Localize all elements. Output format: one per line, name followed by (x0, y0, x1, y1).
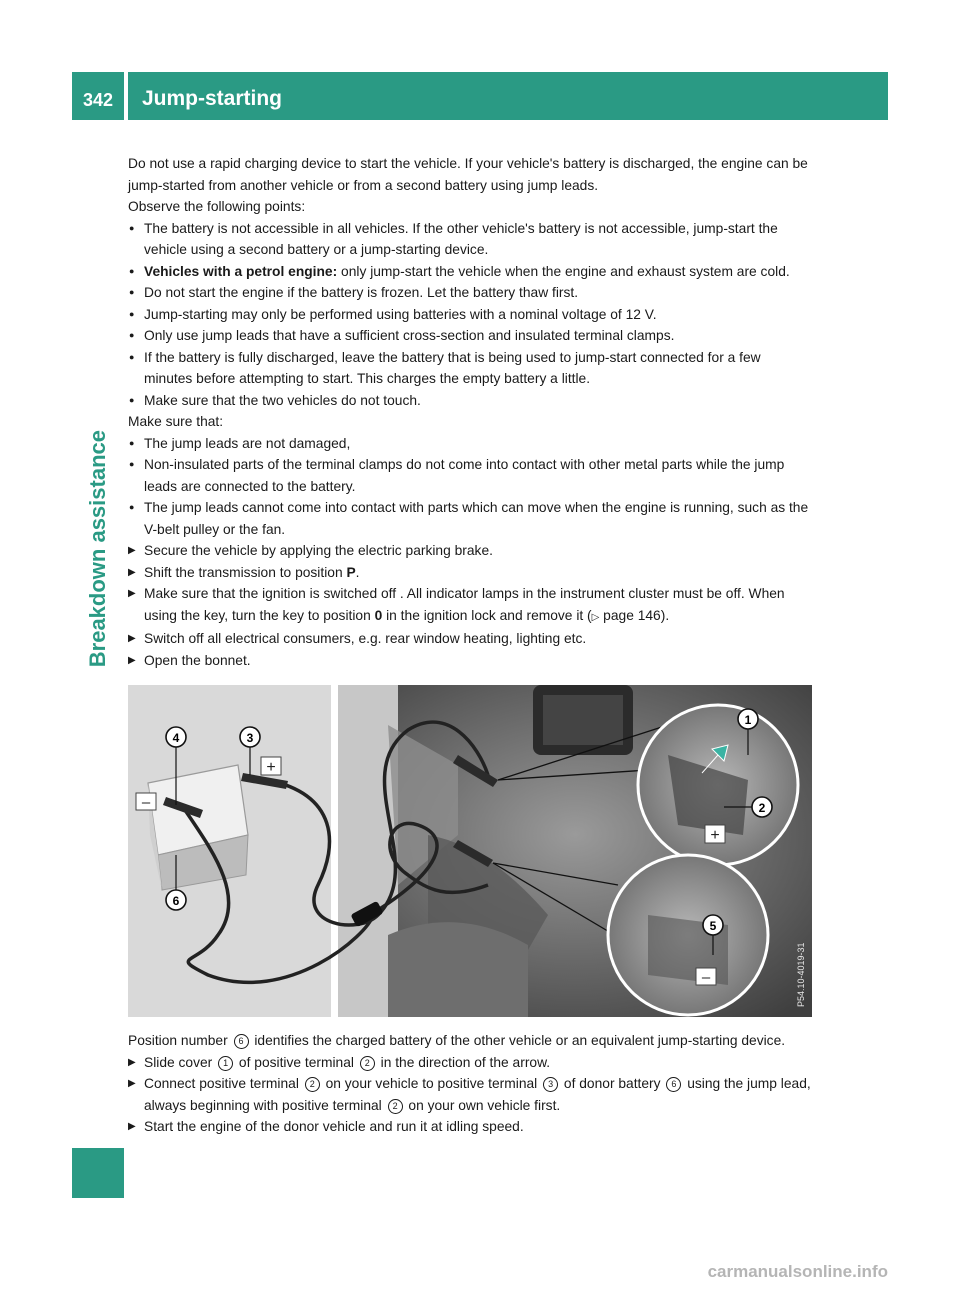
callout-ref: 6 (234, 1034, 249, 1049)
svg-text:4: 4 (172, 731, 180, 745)
list-item: ● Vehicles with a petrol engine: only jump-start the vehicle when the engine and exhaust system are cold. (128, 261, 812, 283)
intro-paragraph: Do not use a rapid charging device to start the vehicle. If your vehicle's battery is discharged, the engine can be jump-started from another vehicle or from a second battery using jump leads. (128, 156, 808, 193)
make-sure-heading: Make sure that: (128, 414, 224, 429)
svg-text:5: 5 (709, 919, 717, 933)
make-sure-list (128, 433, 812, 541)
callout-ref: 2 (305, 1077, 320, 1092)
page-number: 342 (72, 72, 124, 120)
sidebar-label: Breakdown assistance (85, 430, 110, 668)
page-header (72, 72, 888, 120)
sidebar-tab (72, 130, 124, 1174)
step-item: ▶ Slide cover 1 of positive terminal 2 in the direction of the arrow. (128, 1052, 812, 1074)
list-item: ● The battery is not accessible in all vehicles. If the other vehicle's battery is not accessible, jump-start the vehicle using a second battery or a jump-starting device. (128, 218, 812, 261)
list-item: ● Non-insulated parts of the terminal clamps do not come into contact with other metal parts while the jump leads are connected to the battery. (128, 454, 812, 497)
callout-ref: 3 (543, 1077, 558, 1092)
svg-text:–: – (701, 969, 711, 986)
list-item: ● Jump-starting may only be performed using batteries with a nominal voltage of 12 V. (128, 304, 812, 326)
figure-code: P54.10-4019-31 (796, 942, 806, 1007)
svg-text:6: 6 (172, 894, 180, 908)
step-item: ▶ Shift the transmission to position P. (128, 562, 812, 584)
list-item: ● Do not start the engine if the battery is frozen. Let the battery thaw first. (128, 282, 812, 304)
svg-text:+: + (710, 827, 720, 844)
page-content (128, 153, 812, 1138)
steps-list (128, 540, 812, 671)
step-item: ▶ Make sure that the ignition is switched off . All indicator lamps in the instrument cluster must be off. When using the key, turn the key to position 0 in the ignition lock and remove it (▷ page 146). (128, 583, 812, 628)
page-ref-arrow-icon: ▷ (591, 611, 600, 623)
figure-caption-paragraph: Position number 6 identifies the charged battery of the other vehicle or an equivalent jump-starting device. (128, 1033, 786, 1048)
svg-text:2: 2 (758, 801, 766, 815)
step-item: ▶ Switch off all electrical consumers, e.g. rear window heating, lighting etc. (128, 628, 812, 650)
callout-ref: 2 (360, 1056, 375, 1071)
site-watermark: carmanualsonline.info (707, 1262, 888, 1281)
step-item: ▶ Open the bonnet. (128, 650, 812, 672)
svg-text:+: + (266, 759, 276, 776)
svg-text:1: 1 (744, 713, 752, 727)
svg-text:3: 3 (246, 731, 254, 745)
step-item: ▶ Secure the vehicle by applying the electric parking brake. (128, 540, 812, 562)
list-item: ● If the battery is fully discharged, leave the battery that is being used to jump-start connected for a few minutes before attempting to start. This charges the empty battery a little. (128, 347, 812, 390)
sidebar-marker-block (72, 1148, 124, 1198)
callout-ref: 6 (666, 1077, 681, 1092)
jump-start-figure (128, 685, 812, 1017)
section-title: Jump-starting (128, 72, 888, 120)
steps-list-2 (128, 1052, 812, 1138)
callout-ref: 1 (218, 1056, 233, 1071)
list-item: ● Make sure that the two vehicles do not touch. (128, 390, 812, 412)
list-item: ● The jump leads are not damaged, (128, 433, 812, 455)
intro-observe: Observe the following points: (128, 199, 306, 214)
callout-ref: 2 (388, 1099, 403, 1114)
svg-text:–: – (141, 794, 151, 811)
list-item: ● Only use jump leads that have a sufficient cross-section and insulated terminal clamps. (128, 325, 812, 347)
points-list (128, 218, 812, 412)
jump-start-illustration (128, 685, 812, 1017)
list-item: ● The jump leads cannot come into contact with parts which can move when the engine is running, such as the V-belt pulley or the fan. (128, 497, 812, 540)
step-item: ▶ Start the engine of the donor vehicle and run it at idling speed. (128, 1116, 812, 1138)
step-item: ▶ Connect positive terminal 2 on your vehicle to positive terminal 3 of donor battery 6 using the jump lead, always beginning with positive terminal 2 on your own vehicle first. (128, 1073, 812, 1116)
